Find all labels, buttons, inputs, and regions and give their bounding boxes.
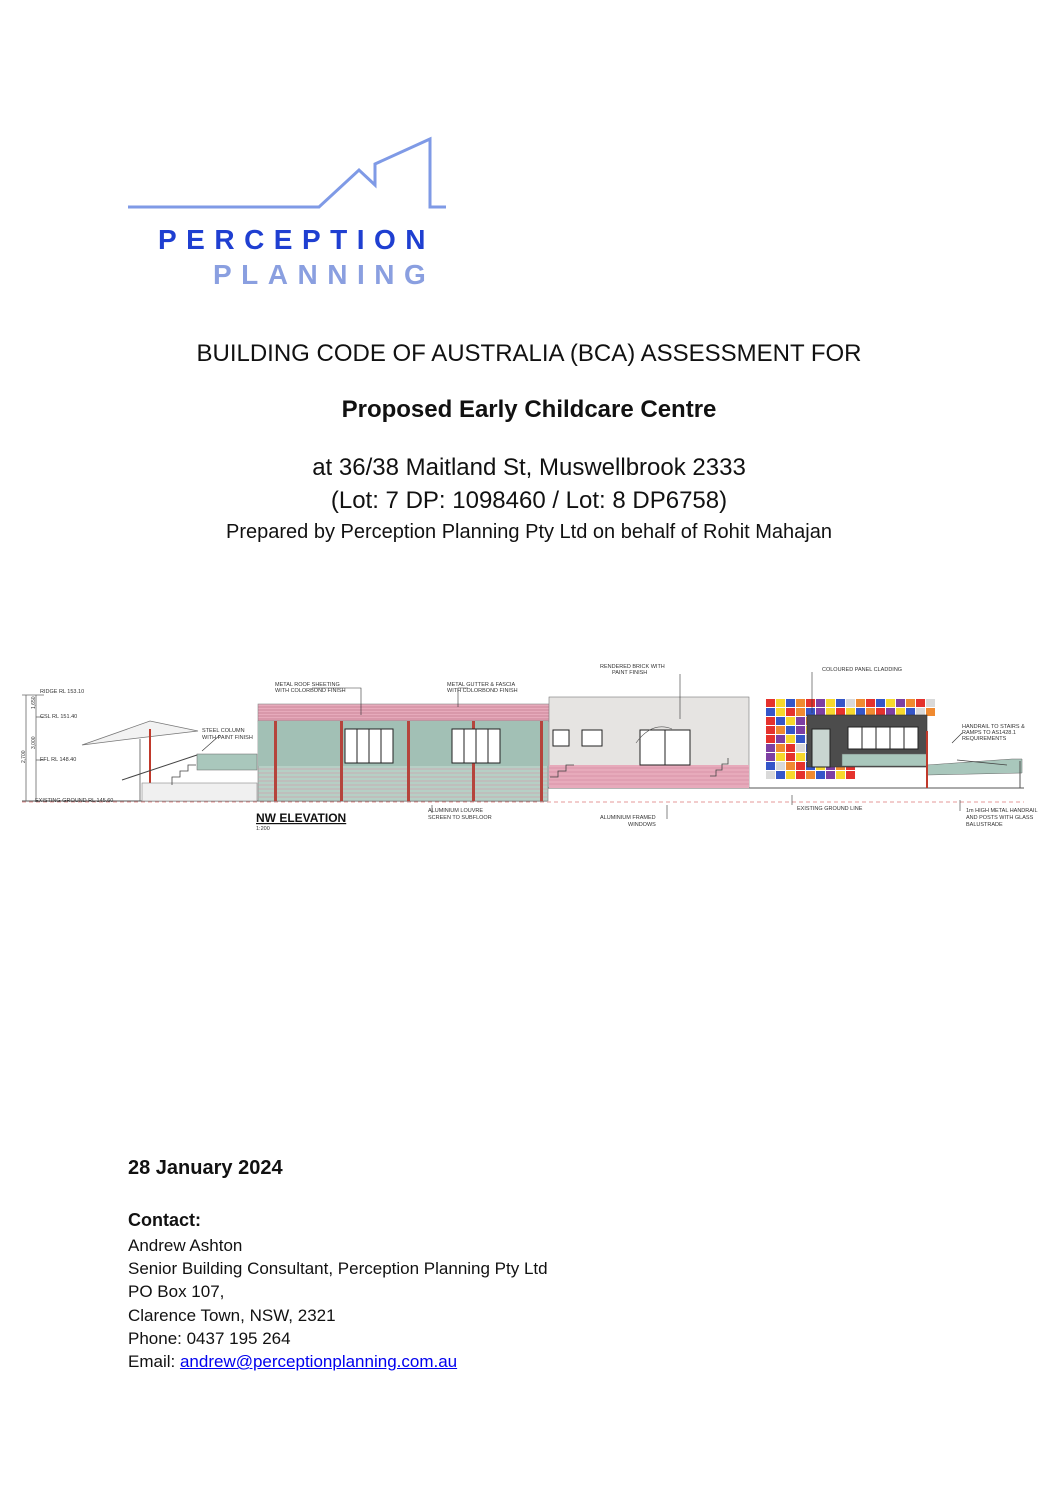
- note-louvre-1: ALUMINIUM LOUVRE: [428, 808, 484, 814]
- dim-2: 3,000: [31, 736, 37, 749]
- report-date: 28 January 2024: [128, 1157, 283, 1179]
- note-windows-2: WINDOWS: [628, 822, 656, 828]
- cladding-panel: [766, 708, 775, 716]
- project-title: Proposed Early Childcare Centre: [341, 396, 717, 423]
- note-metal-handrail-3: BALUSTRADE: [966, 822, 1003, 828]
- ground-level-label: EXISTING GROUND RL 145.60: [35, 798, 114, 804]
- email-link[interactable]: andrew@perceptionplanning.com.au: [179, 1352, 458, 1371]
- csl-level-label: CSL RL 151.40: [40, 714, 78, 720]
- elevation-title: NW ELEVATION: [256, 811, 347, 825]
- cladding-panel: [816, 699, 825, 707]
- cladding-panel: [786, 735, 795, 743]
- cladding-panel: [796, 699, 805, 707]
- note-windows-1: ALUMINIUM FRAMED: [600, 815, 656, 821]
- note-ground-line: EXISTING GROUND LINE: [797, 806, 863, 812]
- cladding-panel: [796, 762, 805, 770]
- contact-po-box: PO Box 107,: [128, 1282, 225, 1301]
- dim-3: 2,700: [21, 750, 27, 763]
- cladding-panel: [766, 753, 775, 761]
- lot-details: (Lot: 7 DP: 1098460 / Lot: 8 DP6758): [330, 487, 728, 514]
- cladding-panel: [786, 726, 795, 734]
- note-metal-roof-2: WITH COLORBOND FINISH: [275, 688, 346, 694]
- brand-name-line1: PERCEPTION: [158, 224, 436, 255]
- note-metal-roof-1: METAL ROOF SHEETING: [275, 682, 340, 688]
- cladding-panel: [766, 771, 775, 779]
- cladding-panel: [796, 735, 805, 743]
- note-coloured-panel: COLOURED PANEL CLADDING: [822, 667, 903, 673]
- cladding-panel: [786, 708, 795, 716]
- cladding-panel: [796, 744, 805, 752]
- cladding-panel: [816, 771, 825, 779]
- note-louvre-2: SCREEN TO SUBFLOOR: [428, 815, 492, 821]
- cladding-panel: [796, 771, 805, 779]
- cladding-panel: [786, 717, 795, 725]
- cladding-panel: [926, 708, 935, 716]
- cladding-panel: [826, 699, 835, 707]
- cladding-panel: [796, 753, 805, 761]
- cladding-panel: [766, 744, 775, 752]
- contact-heading: Contact:: [128, 1210, 201, 1230]
- cladding-panel: [786, 771, 795, 779]
- ffl-level-label: FFL RL 148.40: [40, 757, 77, 763]
- note-metal-gutter-2: WITH COLORBOND FINISH: [447, 688, 518, 694]
- elevation-scale: 1:200: [256, 826, 270, 832]
- cladding-panel: [786, 699, 795, 707]
- contact-town: Clarence Town, NSW, 2321: [128, 1306, 336, 1325]
- note-metal-handrail-2: AND POSTS WITH GLASS: [966, 815, 1034, 821]
- cladding-panel: [766, 762, 775, 770]
- cladding-panel: [806, 699, 815, 707]
- cladding-panel: [776, 753, 785, 761]
- cladding-panel: [776, 717, 785, 725]
- cladding-panel: [786, 753, 795, 761]
- cladding-panel: [846, 699, 855, 707]
- perception-planning-logo-icon: [126, 134, 450, 214]
- note-handrail-2: RAMPS TO AS1428.1: [962, 730, 1016, 736]
- contact-email-row: [128, 1352, 457, 1372]
- note-steel-column-2: WITH PAINT FINISH: [202, 735, 253, 741]
- report-heading: BUILDING CODE OF AUSTRALIA (BCA) ASSESSMENT FOR: [196, 340, 862, 367]
- cladding-panel: [896, 699, 905, 707]
- cladding-panel: [776, 771, 785, 779]
- cladding-panel: [776, 708, 785, 716]
- cladding-panel: [776, 762, 785, 770]
- note-rendered-brick-1: RENDERED BRICK WITH: [600, 664, 665, 670]
- prepared-by: Prepared by Perception Planning Pty Ltd on behalf of Rohit Mahajan: [226, 521, 832, 543]
- cladding-panel: [786, 762, 795, 770]
- cladding-panel: [806, 771, 815, 779]
- cladding-panel: [916, 699, 925, 707]
- cladding-panel: [776, 726, 785, 734]
- cladding-panel: [886, 699, 895, 707]
- cladding-panel: [766, 699, 775, 707]
- email-label: Email:: [128, 1352, 180, 1371]
- note-handrail-3: REQUIREMENTS: [962, 736, 1007, 742]
- note-steel-column-1: STEEL COLUMN: [202, 728, 245, 734]
- cladding-panel: [826, 771, 835, 779]
- cladding-panel: [766, 717, 775, 725]
- contact-name: Andrew Ashton: [128, 1236, 243, 1255]
- cladding-panel: [836, 699, 845, 707]
- brand-name-line2: PLANNING: [213, 259, 436, 290]
- cladding-panel: [766, 726, 775, 734]
- dim-1: 1,650: [31, 696, 37, 709]
- cladding-panel: [906, 699, 915, 707]
- cladding-panel: [776, 744, 785, 752]
- cladding-panel: [796, 717, 805, 725]
- cladding-panel: [776, 735, 785, 743]
- ridge-level-label: RIDGE RL 153.10: [40, 689, 85, 695]
- cladding-panel: [796, 726, 805, 734]
- note-handrail-1: HANDRAIL TO STAIRS &: [962, 724, 1025, 730]
- note-metal-handrail-1: 1m HIGH METAL HANDRAIL: [966, 808, 1038, 814]
- address-line: at 36/38 Maitland St, Muswellbrook 2333: [312, 454, 746, 481]
- note-rendered-brick-2: PAINT FINISH: [612, 670, 648, 676]
- cladding-panel: [866, 699, 875, 707]
- cladding-panel: [856, 699, 865, 707]
- cladding-panel: [876, 699, 885, 707]
- cladding-panel: [776, 699, 785, 707]
- cladding-panel: [846, 771, 855, 779]
- contact-phone: Phone: 0437 195 264: [128, 1329, 291, 1348]
- cladding-panel: [926, 699, 935, 707]
- cladding-panel: [796, 708, 805, 716]
- cladding-panel: [786, 744, 795, 752]
- cladding-panel: [836, 771, 845, 779]
- cladding-panel: [766, 735, 775, 743]
- note-metal-gutter-1: METAL GUTTER & FASCIA: [447, 682, 516, 688]
- contact-position: Senior Building Consultant, Perception Planning Pty Ltd: [128, 1259, 548, 1278]
- nw-elevation-drawing: [21, 655, 1038, 845]
